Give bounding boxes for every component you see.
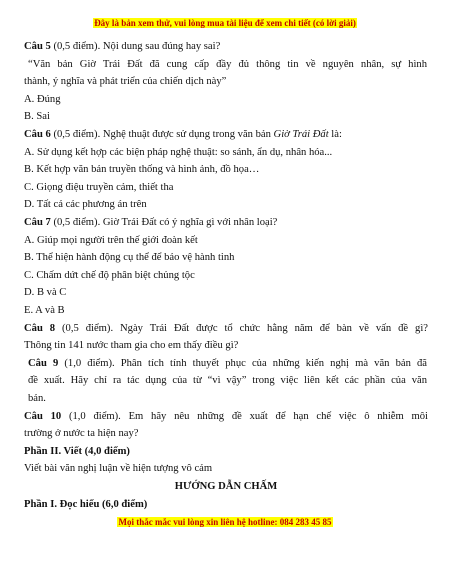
question-5-quote-line: thành, ý nghĩa và phát triển của chiến dịch này” [24,76,227,88]
part-2-task: Viết bài văn nghị luận về hiện tượng vô cảm [24,463,213,475]
preview-notice [0,18,450,28]
question-10-line: trường ở nước ta hiện nay? [24,428,139,440]
grading-heading: HƯỚNG DẪN CHẤM [174,481,278,492]
question-text: (1,0 điểm). Em hãy nêu những đề xuất để hạn chế việc ô nhiễm môi [61,410,428,422]
answer-option: D. Tất cả các phương án trên [24,199,147,211]
part-2-heading: Phần II. Viết (4,0 điểm) [24,445,130,457]
question-text: (0,5 điểm). Giờ Trái Đất có ý nghĩa gì với nhân loại? [50,217,278,228]
question-9 [28,357,427,370]
answer-option: B. Kết hợp văn bản truyền thống và hình ảnh, đồ họa… [24,164,260,176]
text-title-italic: Giờ Trái Đất [273,129,329,140]
question-text: (1,0 điểm). Phân tích tính thuyết phục của những kiến nghị mà văn bản đã [58,357,427,369]
answer-option: A. Sử dụng kết hợp các biện pháp nghệ thuật: so sánh, ẩn dụ, nhân hóa... [24,146,333,158]
answer-option: A. Giúp mọi người trên thế giới đoàn kết [24,234,198,246]
question-6 [24,128,428,141]
question-text: (0,5 điểm). Nghệ thuật được sử dụng trong văn bản [50,129,274,140]
answer-option: D. B và C [24,287,67,299]
hotline-notice [0,517,450,527]
question-label: Câu 7 [24,217,51,228]
question-text: (0,5 điểm). Nội dung sau đúng hay sai? [50,41,221,52]
question-8-line: Thông tin 141 nước tham gia cho em thấy điều gì? [24,340,239,352]
question-label: Câu 5 [24,41,51,52]
answer-option: E. A và B [24,305,65,316]
question-9-line: đề xuất. Hãy chỉ ra tác dụng của từ “vì vậy” trong việc liên kết các phần của văn [28,375,427,387]
answer-option: B. Thể hiện hành động cụ thể để bảo vệ hành tinh [24,252,235,264]
question-text: (0,5 điểm). Ngày Trái Đất được tổ chức hằng năm để bàn về vấn đề gì? [55,322,428,334]
question-label: Câu 9 [28,357,59,369]
question-5-quote-line: “Văn bản Giờ Trái Đất đã cung cấp đầy đủ thông tin về nguyên nhân, sự hình [28,58,427,70]
question-10 [24,410,428,423]
question-7 [24,216,428,229]
hotline-notice-text: Mọi thắc mắc vui lòng xin liên hệ hotline: 084 283 45 85 [118,517,332,528]
preview-notice-text: Đây là bản xem thử, vui lòng mua tài liệu để xem chi tiết (có lời giải) [94,18,356,28]
question-text-end: là: [328,129,342,140]
answer-option: B. Sai [24,111,50,123]
question-label: Câu 10 [24,410,62,422]
question-9-line: bản. [28,393,46,404]
question-label: Câu 8 [24,322,56,334]
grading-part-1: Phần I. Đọc hiểu (6,0 điểm) [24,498,148,510]
question-5 [24,40,428,53]
question-label: Câu 6 [24,129,51,140]
question-8 [24,322,428,335]
answer-option: C. Giọng điệu truyền cảm, thiết tha [24,181,174,193]
answer-option: C. Chấm dứt chế độ phân biệt chủng tộc [24,269,195,281]
answer-option: A. Đúng [24,93,61,105]
